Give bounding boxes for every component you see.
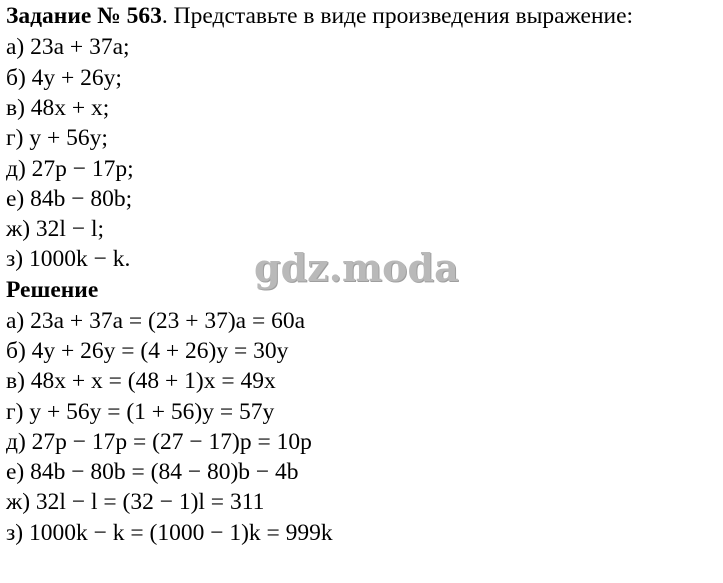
task-item-a: а) 23a + 37a;	[6, 34, 130, 60]
task-item-e: е) 84b − 80b;	[6, 186, 133, 212]
task-item-zh: ж) 32l − l;	[6, 216, 105, 242]
task-item-d: д) 27p − 17p;	[6, 156, 134, 182]
task-item-g: г) y + 56y;	[6, 125, 108, 151]
solution-item-b: б) 4y + 26y = (4 + 26)y = 30y	[6, 338, 289, 364]
solution-item-e: е) 84b − 80b = (84 − 80)b − 4b	[6, 459, 299, 485]
solution-heading: Решение	[6, 277, 99, 303]
task-item-b: б) 4y + 26y;	[6, 65, 122, 91]
solution-item-a: а) 23a + 37a = (23 + 37)a = 60a	[6, 308, 306, 334]
solution-item-d: д) 27p − 17p = (27 − 17)p = 10p	[6, 429, 312, 455]
task-title: Задание № 563	[6, 3, 162, 29]
task-statement: . Представьте в виде произведения выражение:	[161, 3, 634, 29]
solution-item-g: г) y + 56y = (1 + 56)y = 57y	[6, 399, 275, 425]
solution-item-z: з) 1000k − k = (1000 − 1)k = 999k	[6, 520, 333, 546]
solution-item-zh: ж) 32l − l = (32 − 1)l = 311	[6, 489, 265, 515]
task-header	[6, 2, 633, 30]
task-item-z: з) 1000k − k.	[6, 246, 131, 272]
watermark-logo: gdz.moda	[254, 245, 459, 290]
task-item-v: в) 48x + x;	[6, 95, 110, 121]
solution-item-v: в) 48x + x = (48 + 1)x = 49x	[6, 368, 276, 394]
